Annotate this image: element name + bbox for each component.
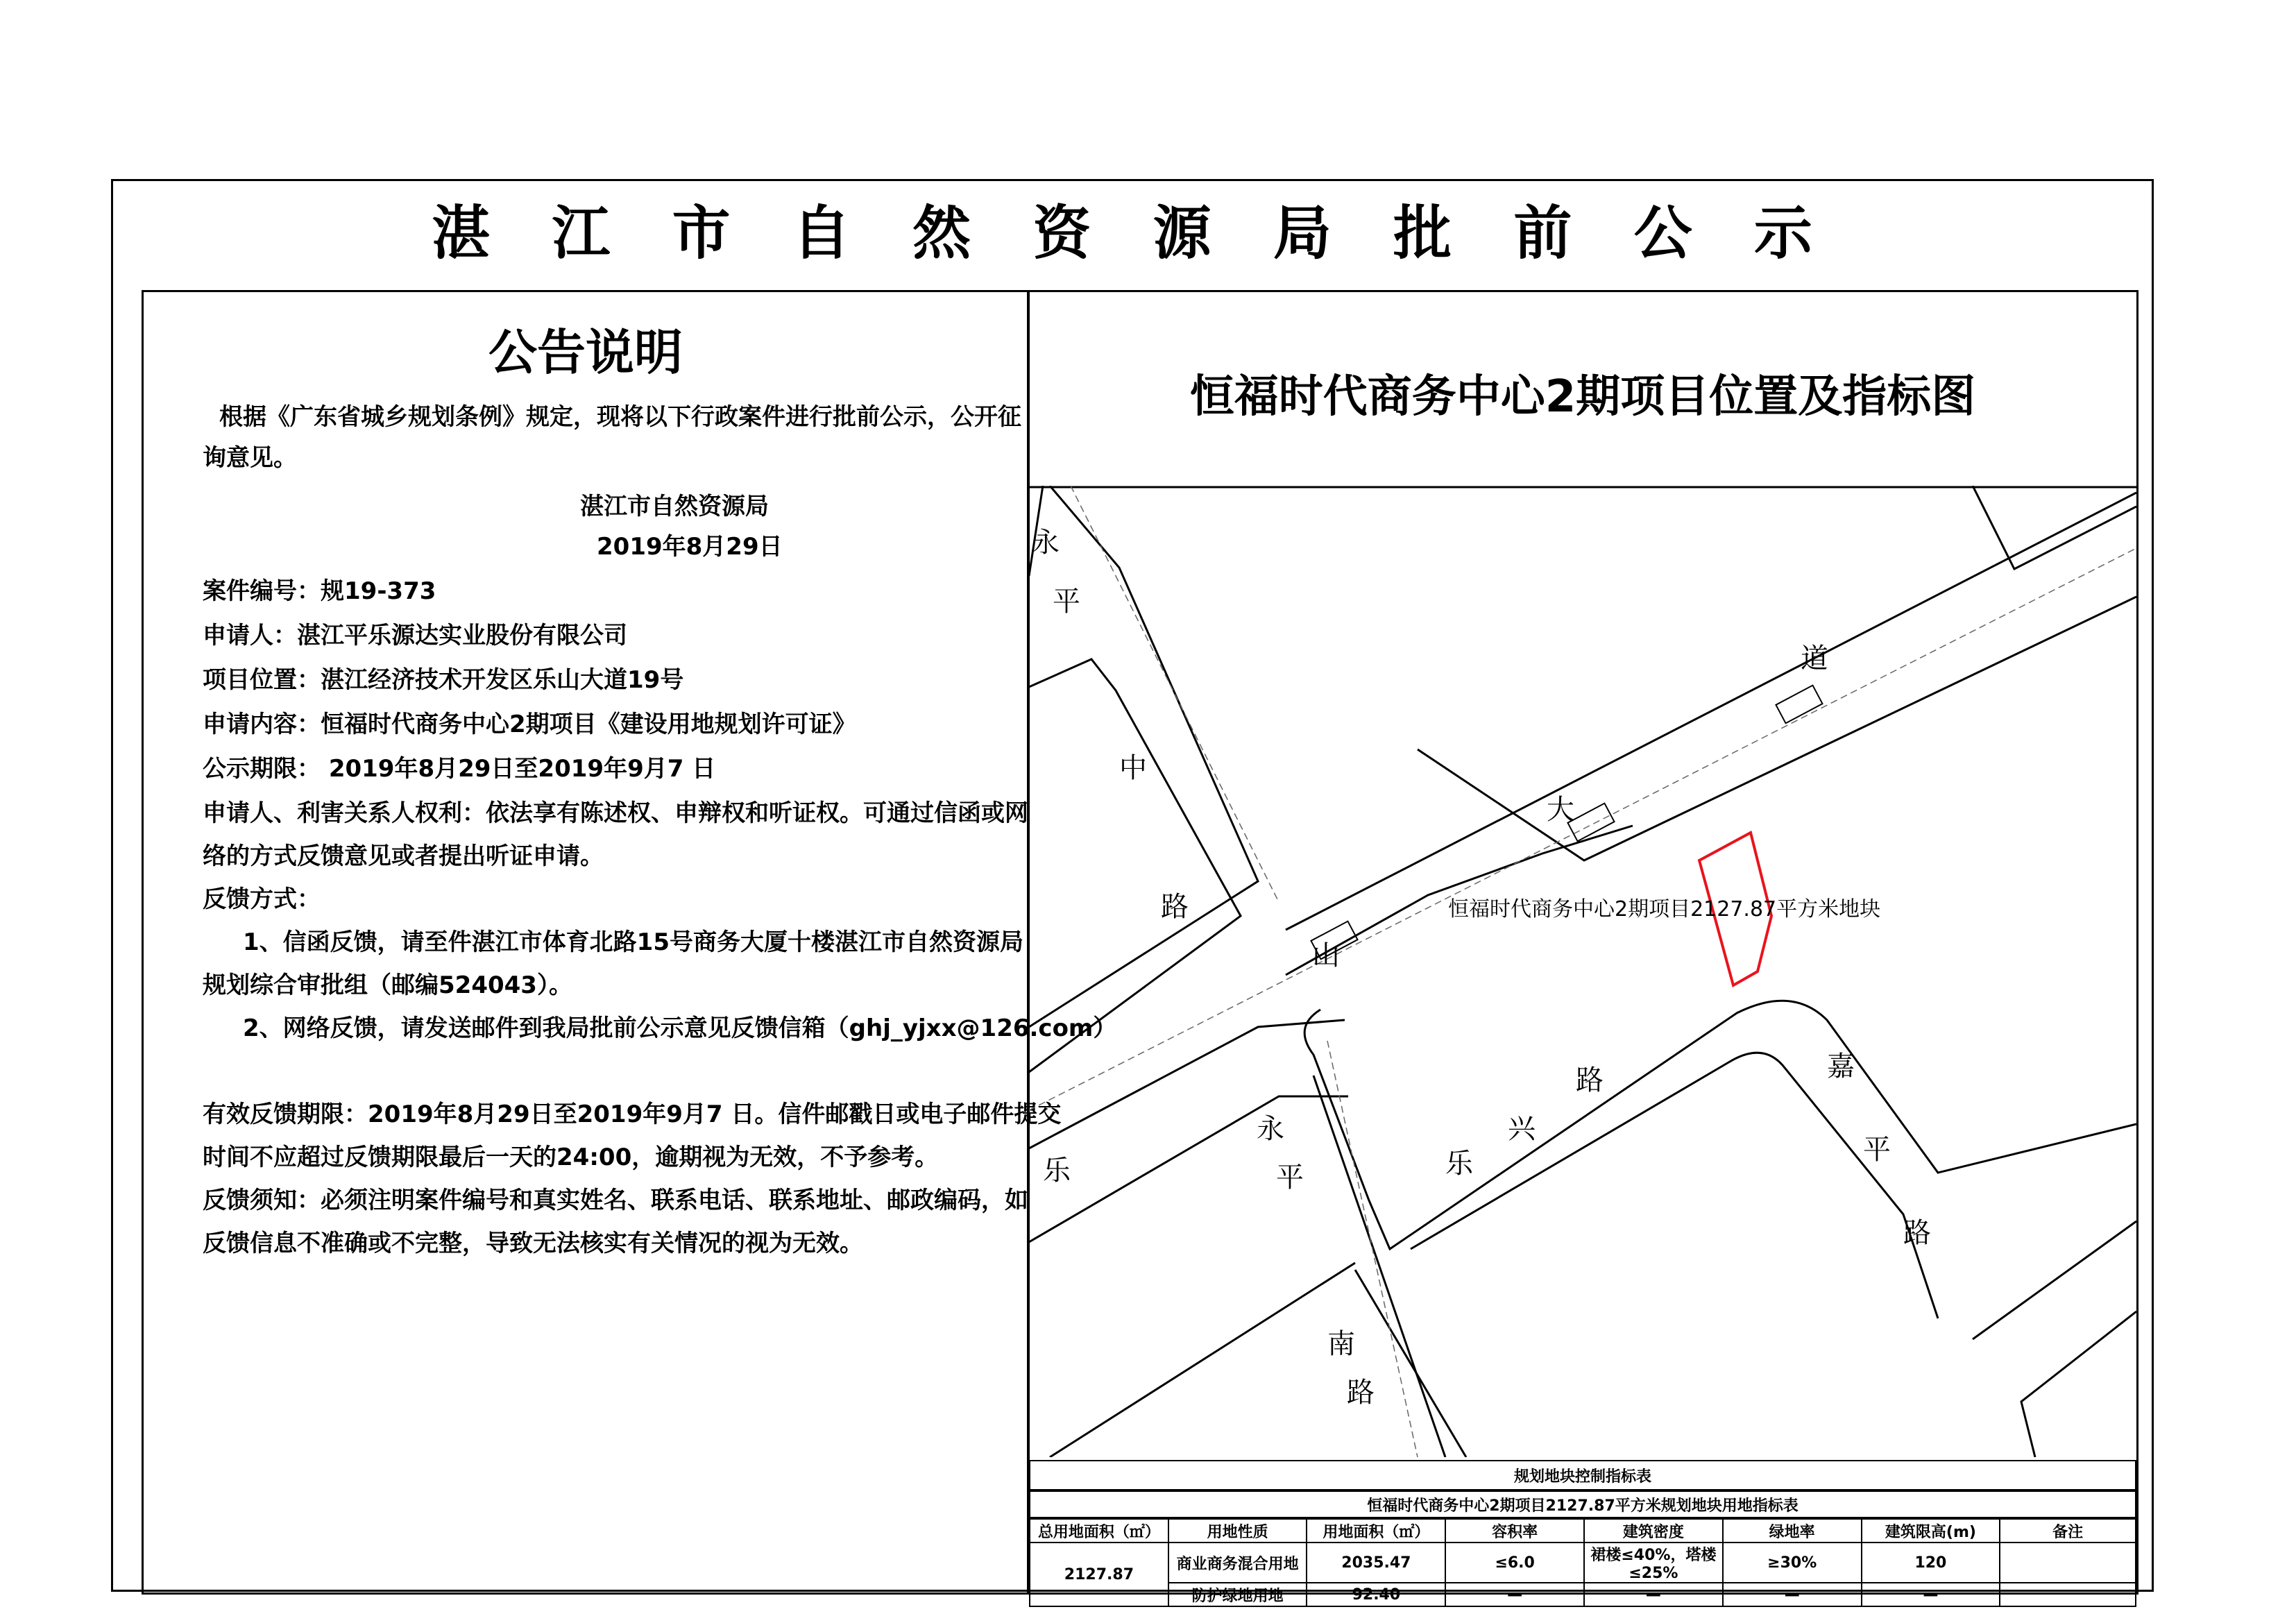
cell (2000, 1583, 2136, 1606)
location-map (1029, 486, 2136, 1457)
road-label-da: 大 (1547, 794, 1574, 826)
cell: — (1862, 1583, 2000, 1606)
rights-line2: 络的方式反馈意见或者提出听证申请。 (203, 842, 604, 870)
road-label-ping: 平 (1053, 586, 1080, 618)
road-label-jia: 嘉 (1827, 1051, 1855, 1082)
case-number: 案件编号：规19-373 (203, 577, 436, 605)
header-land-area: 用地面积（㎡） (1307, 1519, 1445, 1543)
road-label-le: 乐 (1043, 1155, 1071, 1187)
lane-markings (1029, 486, 2136, 1457)
feedback-letter-line2: 规划综合审批组（邮编524043）。 (203, 971, 572, 999)
cell: — (1584, 1583, 1723, 1606)
cell-total-area: 2127.87 (1030, 1543, 1168, 1606)
notice-issuer: 湛江市自然资源局 (580, 493, 769, 520)
application-content: 申请内容：恒福时代商务中心2期项目《建设用地规划许可证》 (203, 711, 856, 738)
road-edge (1029, 659, 1241, 1072)
page-title: 湛 江 市 自 然 资 源 局 批 前 公 示 (432, 199, 1833, 267)
valid-period-line1: 有效反馈期限：2019年8月29日至2019年9月7 日。信件邮戳日或电子邮件提交 (203, 1101, 1062, 1128)
requirement-line1: 反馈须知：必须注明案件编号和真实姓名、联系电话、联系地址、邮政编码，如 (203, 1187, 1028, 1214)
rights-line1: 申请人、利害关系人权利：依法享有陈述权、申辩权和听证权。可通过信函或网 (203, 799, 1028, 827)
notice-heading: 公告说明 (488, 324, 683, 381)
cell (2000, 1543, 2136, 1583)
road-label-le-2: 乐 (1445, 1148, 1473, 1180)
road-edge (1973, 486, 2136, 569)
project-location: 项目位置：湛江经济技术开发区乐山大道19号 (203, 666, 684, 694)
table-title: 规划地块控制指标表 (1030, 1461, 2136, 1490)
road-edge (1418, 597, 2136, 860)
cell: — (1445, 1583, 1584, 1606)
road-edge (1313, 1076, 1445, 1457)
cell: 商业商务混合用地 (1168, 1543, 1307, 1583)
road-edge (1411, 1053, 1938, 1318)
road-label-lu: 路 (1161, 891, 1189, 923)
road-label-zhong: 中 (1119, 752, 1147, 784)
road-edge (1355, 1270, 1466, 1457)
road-label-yong-2: 永 (1257, 1113, 1284, 1145)
road-edge (1973, 1221, 2136, 1339)
valid-period-line2: 时间不应超过反馈期限最后一天的24:00，逾期视为无效，不予参考。 (203, 1144, 939, 1171)
road-edge (1050, 1263, 1355, 1457)
header-green-ratio: 绿地率 (1723, 1519, 1862, 1543)
map-title: 恒福时代商务中心2期项目位置及指标图 (1189, 371, 1976, 423)
applicant: 申请人：湛江平乐源达实业股份有限公司 (203, 622, 627, 649)
header-land-use: 用地性质 (1168, 1519, 1307, 1543)
cell: ≥30% (1723, 1543, 1862, 1583)
cell: 2035.47 (1307, 1543, 1445, 1583)
road-label-ping-3: 平 (1863, 1134, 1891, 1166)
road-label-ping-2: 平 (1276, 1162, 1304, 1193)
table-subtitle: 恒福时代商务中心2期项目2127.87平方米规划地块用地指标表 (1030, 1491, 2136, 1518)
cell: 裙楼≤40%，塔楼≤25% (1584, 1543, 1723, 1583)
road-label-lu-4: 路 (1903, 1217, 1931, 1249)
control-index-table (1029, 1460, 2136, 1605)
header-density: 建筑密度 (1584, 1519, 1723, 1543)
cell: 120 (1862, 1543, 2000, 1583)
feedback-heading: 反馈方式： (203, 885, 321, 913)
table-header-row (1030, 1519, 2136, 1543)
notice-intro-line1: 根据《广东省城乡规划条例》规定，现将以下行政案件进行批前公示，公开征 (219, 403, 1021, 431)
road-label-lu-3: 路 (1576, 1064, 1604, 1096)
road-label-shan: 山 (1312, 940, 1340, 971)
header-total-area: 总用地面积（㎡） (1030, 1519, 1168, 1543)
road-edge (1304, 1001, 2136, 1249)
feedback-letter-line1: 1、信函反馈，请至件湛江市体育北路15号商务大厦十楼湛江市自然资源局 (243, 928, 1023, 956)
cell: — (1723, 1583, 1862, 1606)
table-row (1030, 1543, 2136, 1583)
notice-date: 2019年8月29日 (597, 533, 783, 561)
road-edge (2021, 1311, 2136, 1457)
road-edge (1029, 1020, 1345, 1148)
road-label-yong: 永 (1032, 527, 1060, 559)
feedback-email: 2、网络反馈，请发送邮件到我局批前公示意见反馈信箱（ghj_yjxx@126.com） (243, 1014, 1117, 1042)
cell: 92.40 (1307, 1583, 1445, 1606)
road-label-xing: 兴 (1508, 1113, 1536, 1145)
notice-intro-line2: 询意见。 (203, 444, 297, 472)
header-height-limit: 建筑限高(m) (1862, 1519, 2000, 1543)
header-remark: 备注 (2000, 1519, 2136, 1543)
parcel-label: 恒福时代商务中心2期项目2127.87平方米地块 (1448, 897, 1881, 921)
cell: 防护绿地用地 (1168, 1583, 1307, 1606)
publicity-period: 公示期限： 2019年8月29日至2019年9月7 日 (203, 755, 716, 783)
road-label-nan: 南 (1327, 1328, 1355, 1360)
cell: ≤6.0 (1445, 1543, 1584, 1583)
table-row (1030, 1583, 2136, 1606)
road-label-dao: 道 (1801, 643, 1828, 674)
requirement-line2: 反馈信息不准确或不完整，导致无法核实有关情况的视为无效。 (203, 1230, 863, 1257)
header-far: 容积率 (1445, 1519, 1584, 1543)
road-label-lu-2: 路 (1347, 1377, 1375, 1409)
road-network (1029, 486, 2136, 1457)
